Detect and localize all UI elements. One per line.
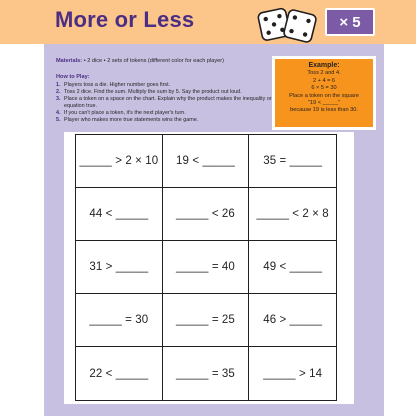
step-item: 4. If you can't place a token, it's the next player's turn. [56,110,186,116]
board-cell[interactable]: 35 = _____ [249,135,336,188]
board-cell[interactable]: _____ = 25 [163,294,250,347]
header-band [0,0,416,44]
board-cell[interactable]: 22 < _____ [76,347,163,400]
step-item: 5. Player who makes more true statements wins the game. [56,117,199,123]
step-item: 2. Toss 2 dice. Find the sum. Multiply the sum by 5. Say the product out loud. [56,89,242,95]
materials-label: Materials: [56,58,83,64]
step-item: 1. Players toss a die. Higher number goes first. [56,82,171,88]
example-line: 2 + 4 = 6 [312,77,336,84]
dice-icon [256,4,318,44]
example-box [272,56,376,130]
board-cell[interactable]: 44 < _____ [76,188,163,241]
board-cell[interactable]: _____ < 26 [163,188,250,241]
materials-list: • 2 dice • 2 sets of tokens (different color for each player) [83,58,224,64]
example-line: "19 < _____" [307,100,341,107]
board-cell[interactable]: _____ < 2 × 8 [249,188,336,241]
board-cell[interactable]: _____ = 40 [163,241,250,294]
materials-text [56,58,266,65]
example-line: because 19 is less than 30. [290,107,358,114]
how-to-play-heading: How to Play: [56,74,90,80]
board-cell[interactable]: _____ > 14 [263,367,323,380]
step-item: 3. Place a token on a space on the chart. Explain why the product makes the inequality or equation true. [56,96,272,109]
board-cell[interactable]: 46 > _____ [249,294,336,347]
example-line: 6 × 5 = 30 [311,85,337,92]
example-line: Place a token on the square [289,92,359,99]
board-cell[interactable]: 49 < _____ [249,241,336,294]
example-line: Toss 2 and 4. [307,70,341,77]
multiplier-badge: × 5 [325,8,375,36]
page-title: More or Less [55,7,195,32]
example-title: Example: [308,62,340,69]
board-cell[interactable]: _____ = 35 [163,347,250,400]
board-cell[interactable]: _____ > 2 × 10 [76,135,163,188]
board-cell[interactable]: 31 > _____ [76,241,163,294]
board-cell[interactable]: 19 < _____ [163,135,250,188]
game-board [75,134,337,401]
how-to-play-steps [56,82,278,124]
board-cell[interactable]: _____ = 30 [76,294,163,347]
